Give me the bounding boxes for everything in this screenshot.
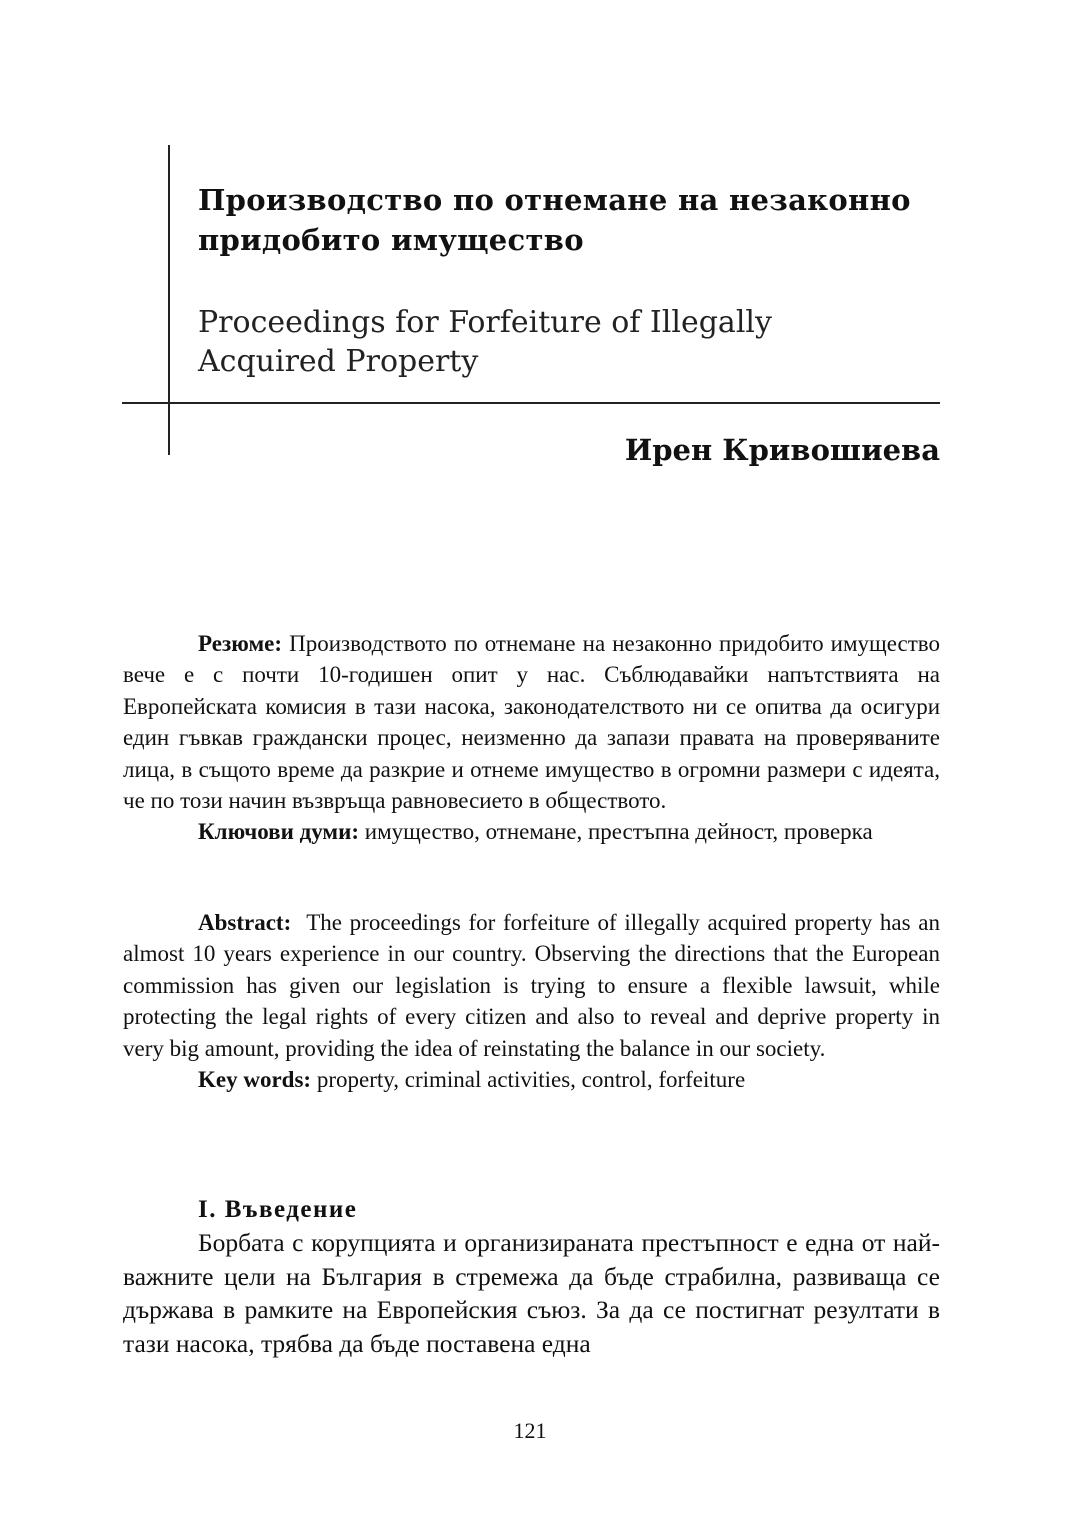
abstract-keywords-line bbox=[123, 1064, 940, 1095]
abstract-keywords: property, criminal activities, control, forfeiture bbox=[316, 1067, 746, 1093]
resume-section bbox=[123, 628, 940, 848]
introduction-section bbox=[123, 1193, 940, 1360]
title-bulgarian: Производство по отнемане на незаконно придобито имущество bbox=[198, 183, 911, 257]
abstract-text: The proceedings for forfeiture of illegally acquired property has an almost 10 years experience in our country. Observing the directions that the European commission has given our legislation is trying to ensure a flexible lawsuit, while protecting the legal rights of every citizen and also to reveal and deprive property in very big amount, providing the idea of reinstating the balance in our society. bbox=[123, 910, 940, 1061]
vertical-rule bbox=[168, 145, 170, 455]
introduction-paragraph: Борбата с корупцията и организираната престъпност е една от най-важните цели на България в стремежа да бъде страбилна, развиваща се държава в рамките на Европейския съюз. За да се постигнат резултати в тази насока, трябва да бъде поставена една bbox=[123, 1228, 940, 1358]
abstract-keywords-label: Key words: bbox=[198, 1067, 312, 1093]
page-number: 121 bbox=[513, 1418, 547, 1443]
title-english: Proceedings for Forfeiture of Illegally Acquired Property bbox=[198, 305, 772, 379]
resume-text: Производството по отнемане на незаконно придобито имущество вече е с почти 10-годишен опит у нас. Съблюдавайки напътствията на Европейската комисия в тази насока, законодателството ни се опитва да осигури един гъвкав граждански процес, неизменно да запази правата на проверяваните лица, в същото време да разкрие и отнеме имущество в огромни размери с идеята, че по този начин възвръща равновесието в обществото. bbox=[123, 631, 941, 814]
horizontal-rule bbox=[122, 402, 940, 404]
resume-keywords-line bbox=[123, 816, 940, 847]
resume-label: Резюме: bbox=[198, 631, 283, 656]
author-name: Ирен Кривошиева bbox=[624, 433, 940, 467]
abstract-label: Abstract: bbox=[198, 910, 292, 935]
resume-keywords-label: Ключови думи: bbox=[198, 819, 360, 845]
resume-paragraph bbox=[123, 628, 940, 816]
resume-keywords: имущество, отнемане, престъпна дейност, проверка bbox=[364, 819, 873, 845]
introduction-heading: I. Въведение bbox=[198, 1196, 358, 1223]
abstract-section bbox=[123, 907, 940, 1095]
abstract-paragraph bbox=[123, 907, 940, 1064]
